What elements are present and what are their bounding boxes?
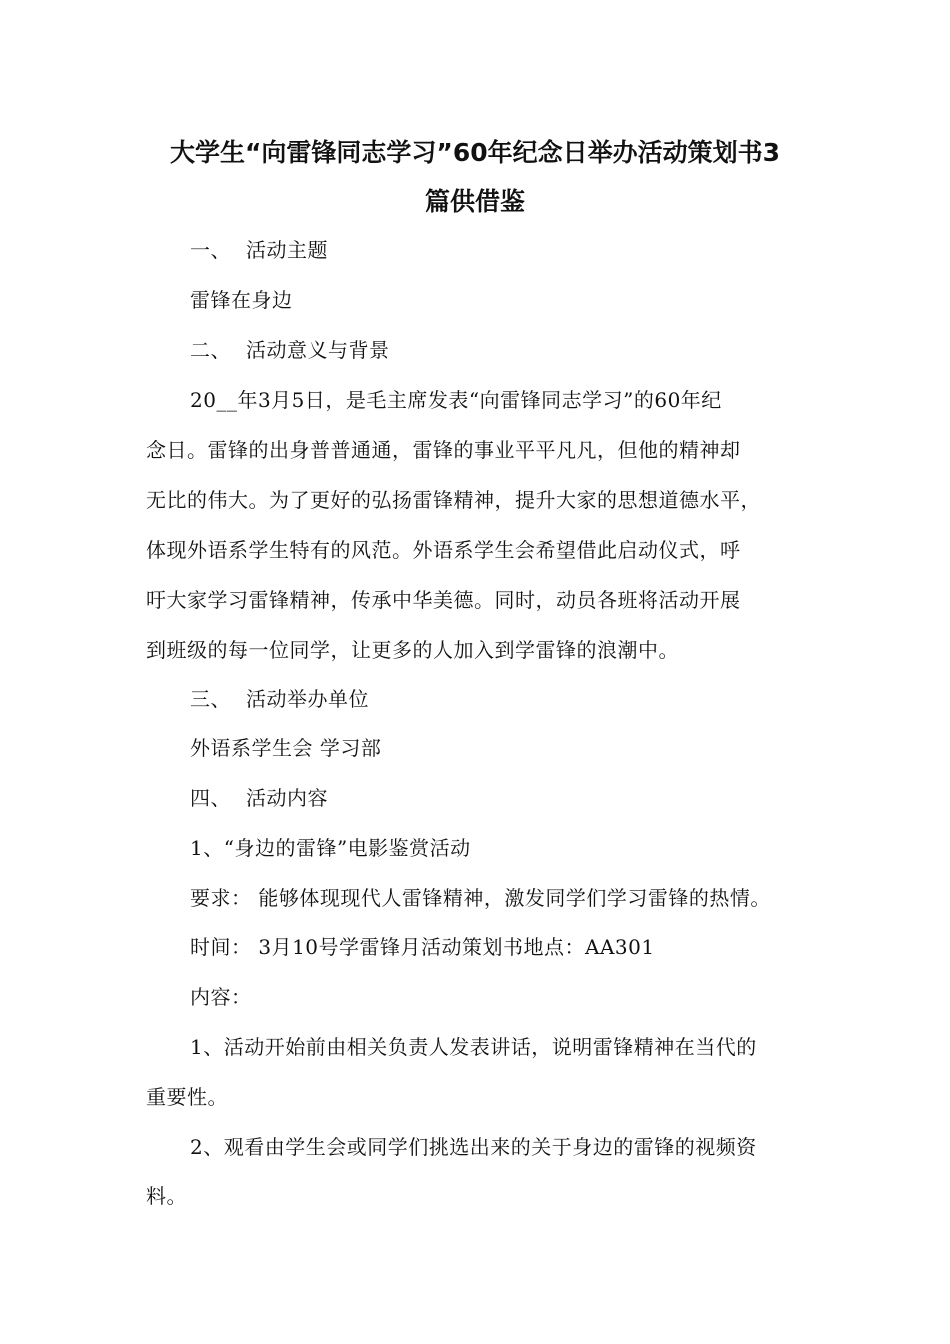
document-title-line-1: 大学生“向雷锋同志学习”60年纪念日举办活动策划书3 (169, 138, 781, 167)
section-heading-content (190, 773, 870, 823)
section-label: 活动意义与背景 (246, 338, 390, 362)
paragraph-line: 20__年3月5日，是毛主席发表“向雷锋同志学习”的60年纪 (190, 388, 722, 412)
paragraph-line: 重要性。 (146, 1085, 228, 1109)
section-label: 活动主题 (246, 238, 328, 262)
section-number: 一、 (190, 238, 231, 262)
activity-item-title: 1、“身边的雷锋”电影鉴赏活动 (190, 836, 471, 860)
paragraph-line: 料。 (146, 1184, 187, 1208)
paragraph-line: 到班级的每一位同学，让更多的人加入到学雷锋的浪潮中。 (146, 638, 679, 662)
document-title-line-2: 篇供借鉴 (424, 187, 525, 216)
section-heading-theme (190, 225, 870, 275)
theme-text: 雷锋在身边 (190, 288, 293, 312)
paragraph-line: 无比的伟大。为了更好的弘扬雷锋精神，提升大家的思想道德水平， (146, 488, 761, 512)
organizer-text: 外语系学生会 学习部 (190, 736, 382, 760)
content-label: 内容： (190, 985, 252, 1009)
paragraph-line: 1、活动开始前由相关负责人发表讲话，说明雷锋精神在当代的 (190, 1035, 757, 1059)
requirement-text: 要求： 能够体现现代人雷锋精神，激发同学们学习雷锋的热情。 (190, 886, 771, 910)
section-number: 二、 (190, 338, 231, 362)
section-heading-organizer (190, 674, 870, 724)
section-heading-background (190, 325, 870, 375)
paragraph-line: 2、观看由学生会或同学们挑选出来的关于身边的雷锋的视频资 (190, 1135, 757, 1159)
paragraph-line: 念日。雷锋的出身普普通通，雷锋的事业平平凡凡，但他的精神却 (146, 438, 741, 462)
section-label: 活动举办单位 (246, 687, 369, 711)
time-location-text: 时间： 3月10号学雷锋月活动策划书地点：AA301 (190, 935, 655, 959)
paragraph-line: 体现外语系学生特有的风范。外语系学生会希望借此启动仪式，呼 (146, 538, 741, 562)
paragraph-line: 吁大家学习雷锋精神，传承中华美德。同时，动员各班将活动开展 (146, 588, 741, 612)
section-number: 三、 (190, 687, 231, 711)
section-number: 四、 (190, 786, 231, 810)
section-label: 活动内容 (246, 786, 328, 810)
